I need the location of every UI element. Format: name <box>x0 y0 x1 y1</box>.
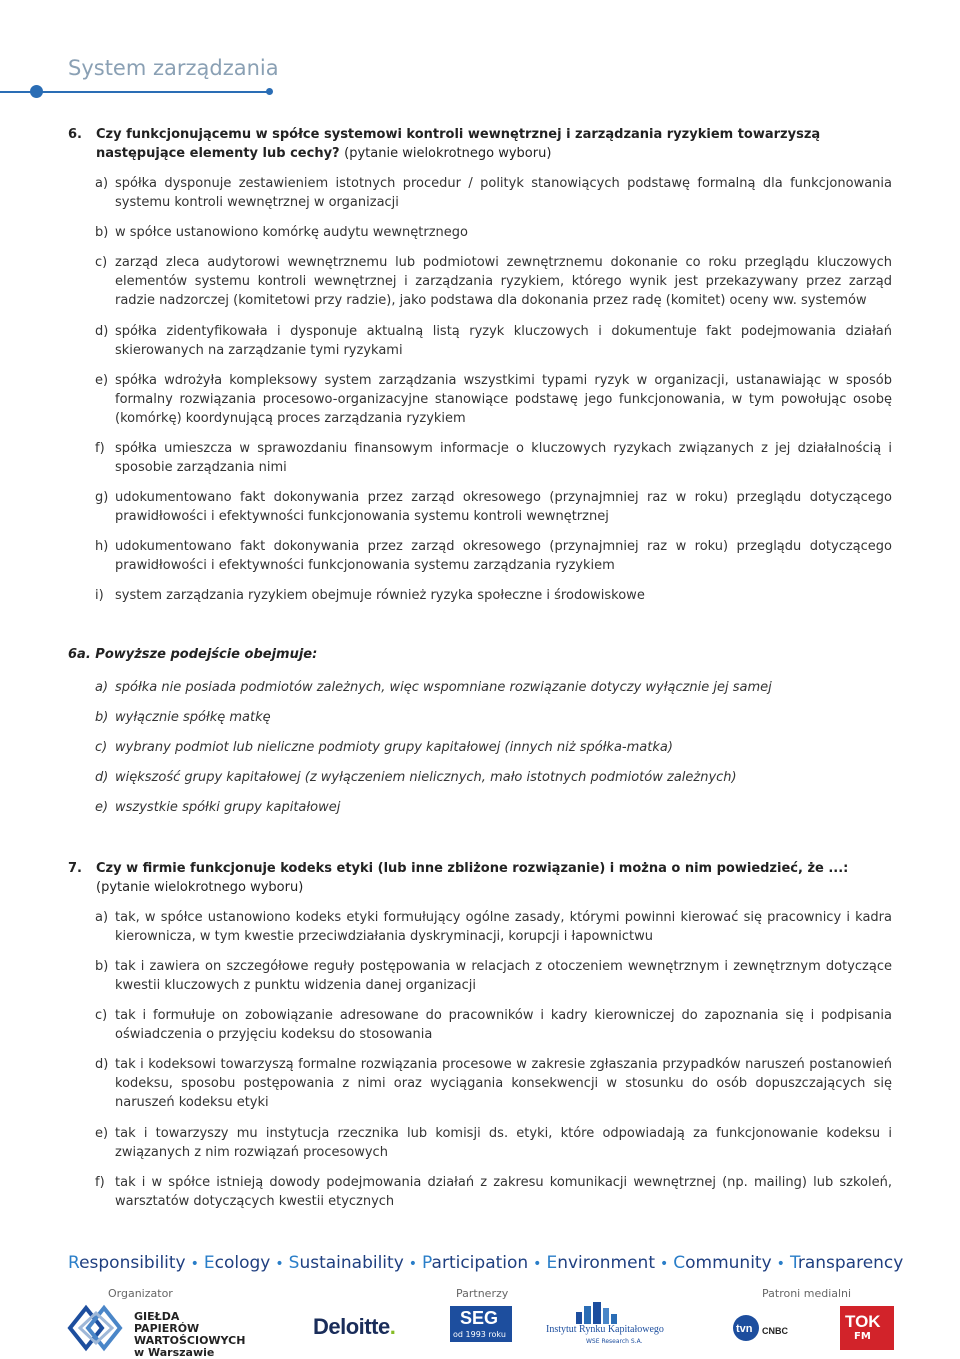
answer-letter: a) <box>95 910 109 925</box>
answer-text: spółka zidentyfikowała i dysponuje aktualną listą ryzyk kluczowych i dokumentuje fakt podejmowania działań skierowanych na zarządzanie tymi ryzykami <box>115 324 892 358</box>
separator-dot-icon: • <box>408 1256 418 1272</box>
answer-text: w spółce ustanowiono komórkę audytu wewnętrznego <box>115 225 468 240</box>
patrons-label: Patroni medialni <box>762 1287 852 1300</box>
separator-dot-icon: • <box>190 1256 199 1272</box>
answer-option <box>95 537 892 575</box>
answer-letter: i) <box>95 588 104 603</box>
answer-letter: f) <box>95 441 105 456</box>
answer-letter: h) <box>95 539 109 554</box>
separator-dot-icon: • <box>533 1256 542 1272</box>
answer-text: wszystkie spółki grupy kapitałowej <box>115 800 341 815</box>
value-word: Ecology <box>203 1253 271 1273</box>
answer-letter: f) <box>95 1175 105 1190</box>
gpw-line-3: w Warszawie <box>134 1346 215 1359</box>
answer-letter: d) <box>95 1057 109 1072</box>
deloitte-logo: Deloitte. <box>313 1314 396 1339</box>
value-word: Community <box>673 1253 772 1273</box>
irk-logo: Instytut Rynku Kapitałowego WSE Research S.A. <box>546 1302 656 1352</box>
answer-text: zarząd zleca audytorowi wewnętrznemu lub podmiotowi zewnętrznemu dokonanie co roku przeglądu kluczowych elementów systemu kontroli wewnętrznej i zarządzania ryzykiem, którego wynik jest przekazywany przez zarząd radzie nadzorczej (komitetowi przy radzie), jako podstawa dla dokonania przez radę (komitet) oceny ww. systemów <box>115 255 892 308</box>
answer-text: większość grupy kapitałowej (z wyłączeniem nielicznych, mało istotnych podmiotów zależnych) <box>115 770 737 785</box>
question-text: Powyższe podejście obejmuje: <box>95 647 318 662</box>
separator-dot-icon: • <box>275 1256 284 1272</box>
question-text: Czy funkcjonującemu w spółce systemowi kontroli wewnętrznej i zarządzania ryzykiem towarzyszą następujące elementy lub cechy? (pytanie wielokrotnego wyboru) <box>96 127 821 161</box>
answer-text: spółka dysponuje zestawieniem istotnych procedur / polityk stanowiących podstawę formalną dla funkcjonowania systemu kontroli wewnętrznej w organizacji <box>115 176 892 210</box>
header-dot-large <box>30 85 43 98</box>
answer-text: system zarządzania ryzykiem obejmuje również ryzyka społeczne i środowiskowe <box>115 588 645 603</box>
question-6a <box>68 647 317 662</box>
answer-option <box>95 708 892 727</box>
answer-text: tak i w spółce istnieją dowody podejmowania działań z zakresu komunikacji wewnętrznej (np. mailing) lub szkoleń, warsztatów dotyczących kwestii etycznych <box>115 1175 892 1209</box>
answer-text: tak i zawiera on szczegółowe reguły postępowania w relacjach z otoczeniem wewnętrznym i zewnętrznym dotyczące kwestii kluczowych z punktu widzenia danej organizacji <box>115 959 892 993</box>
answer-text: wyłącznie spółkę matkę <box>115 710 271 725</box>
answer-letter: g) <box>95 490 109 505</box>
answer-option <box>95 768 892 787</box>
answer-option <box>95 174 892 212</box>
answer-option <box>95 678 892 697</box>
answer-letter: a) <box>95 680 109 695</box>
separator-dot-icon: • <box>776 1256 785 1272</box>
question-note: (pytanie wielokrotnego wyboru) <box>96 879 304 895</box>
irk-skyline-icon <box>546 1302 656 1324</box>
answer-option <box>95 1055 892 1112</box>
question-6 <box>68 126 894 163</box>
separator-dot-icon: • <box>660 1256 669 1272</box>
answer-text: spółka wdrożyła kompleksowy system zarządzania wszystkimi typami ryzyk w organizacji, ustanawiając w sposób formalny rozwiązania procesowo-organizacyjne stanowiące podstawę jego funkcjonowania, w tym powołując osobę (komórkę) koordynującą proces zarządzania ryzykiem <box>115 373 892 426</box>
answer-letter: d) <box>95 770 109 785</box>
answer-letter: b) <box>95 959 109 974</box>
gpw-line-1: GIEŁDA PAPIERÓW <box>134 1310 200 1335</box>
gpw-line-2: WARTOŚCIOWYCH <box>134 1334 246 1347</box>
answer-option <box>95 253 892 310</box>
answer-option <box>95 223 892 242</box>
answer-letter: c) <box>95 1008 108 1023</box>
question-text: Czy w firmie funkcjonuje kodeks etyki (lub inne zbliżone rozwiązanie) i można o nim powiedzieć, że ...: (pytanie wielokrotnego wyboru) <box>96 861 849 895</box>
header-dot-small <box>266 88 273 95</box>
page-title: System zarządzania <box>68 56 279 80</box>
organizer-label: Organizator <box>108 1287 173 1300</box>
tvn-cnbc-logo <box>732 1314 796 1342</box>
answer-option <box>95 738 892 757</box>
answer-letter: e) <box>95 1126 109 1141</box>
gpw-emblem-icon <box>66 1303 126 1353</box>
answer-option <box>95 322 892 360</box>
svg-text:tvn: tvn <box>736 1323 753 1335</box>
answer-letter: c) <box>95 740 108 755</box>
tokfm-logo: TOK FM <box>840 1306 894 1350</box>
partners-label: Partnerzy <box>456 1287 509 1300</box>
answer-text: udokumentowano fakt dokonywania przez zarząd okresowego (przynajmniej raz w roku) przeglądu dotyczącego prawidłowości i efektywności funkcjonowania systemu kontroli wewnętrznej <box>115 490 892 524</box>
svg-text:CNBC: CNBC <box>762 1326 788 1336</box>
answer-letter: d) <box>95 324 109 339</box>
answer-option <box>95 908 892 946</box>
answer-option <box>95 586 892 605</box>
value-word: Environment <box>546 1253 655 1273</box>
answer-text: tak i formułuje on zobowiązanie adresowane do pracowników i kadry kierowniczej do zapoznania się i podpisania oświadczenia o przyjęciu kodeksu do stosowania <box>115 1008 892 1042</box>
answer-letter: a) <box>95 176 109 191</box>
answer-option <box>95 957 892 995</box>
answer-option <box>95 1173 892 1211</box>
answer-text: udokumentowano fakt dokonywania przez zarząd okresowego (przynajmniej raz w roku) przeglądu dotyczącego prawidłowości i efektywności funkcjonowania systemu zarządzania ryzykiem <box>115 539 892 573</box>
answer-option <box>95 798 892 817</box>
answer-text: spółka nie posiada podmiotów zależnych, więc wspomniane rozwiązanie dotyczy wyłącznie jej samej <box>115 680 772 695</box>
question-number: 6. <box>68 127 82 142</box>
answer-text: tak i towarzyszy mu instytucja rzecznika lub komisji ds. etyki, które odpowiadają za funkcjonowanie kodeksu i związanych z nim rozwiązań procesowych <box>115 1126 892 1160</box>
answer-text: spółka umieszcza w sprawozdaniu finansowym informacje o kluczowych ryzykach związanych z jej działalnością i sposobie zarządzania nimi <box>115 441 892 475</box>
answer-letter: b) <box>95 225 109 240</box>
answer-letter: e) <box>95 373 109 388</box>
answer-option <box>95 439 892 477</box>
answer-letter: c) <box>95 255 108 270</box>
question-number: 6a. <box>68 647 91 662</box>
answer-letter: e) <box>95 800 109 815</box>
seg-logo: SEG od 1993 roku <box>450 1306 512 1342</box>
footer-values-tagline <box>68 1253 904 1273</box>
answer-option <box>95 488 892 526</box>
answer-option <box>95 1006 892 1044</box>
answer-text: tak, w spółce ustanowiono kodeks etyki formułujący ogólne zasady, którymi powinni kierować się pracownicy i kadra kierownicza, w tym kwestie przeciwdziałania dyskryminacji, korupcji i łapownictwu <box>115 910 892 944</box>
answer-letter: b) <box>95 710 109 725</box>
answer-text: wybrany podmiot lub nieliczne podmioty grupy kapitałowej (innych niż spółka-matka) <box>115 740 673 755</box>
question-7 <box>68 860 894 897</box>
gpw-logo <box>66 1303 246 1359</box>
value-word: Participation <box>422 1253 529 1273</box>
answer-option <box>95 1124 892 1162</box>
answer-option <box>95 371 892 428</box>
value-word: Responsibility <box>68 1253 186 1273</box>
answer-text: tak i kodeksowi towarzyszą formalne rozwiązania procesowe w zakresie zgłaszania przypadków naruszeń postanowień kodeksu, sposobu postępowania z nimi oraz wyciągania konsekwencji w stosunku do osób dopuszczających się naruszeń kodeksu etyki <box>115 1057 892 1110</box>
value-word: Transparency <box>789 1253 904 1273</box>
question-note: (pytanie wielokrotnego wyboru) <box>344 145 552 161</box>
value-word: Sustainability <box>288 1253 404 1273</box>
question-number: 7. <box>68 861 82 876</box>
